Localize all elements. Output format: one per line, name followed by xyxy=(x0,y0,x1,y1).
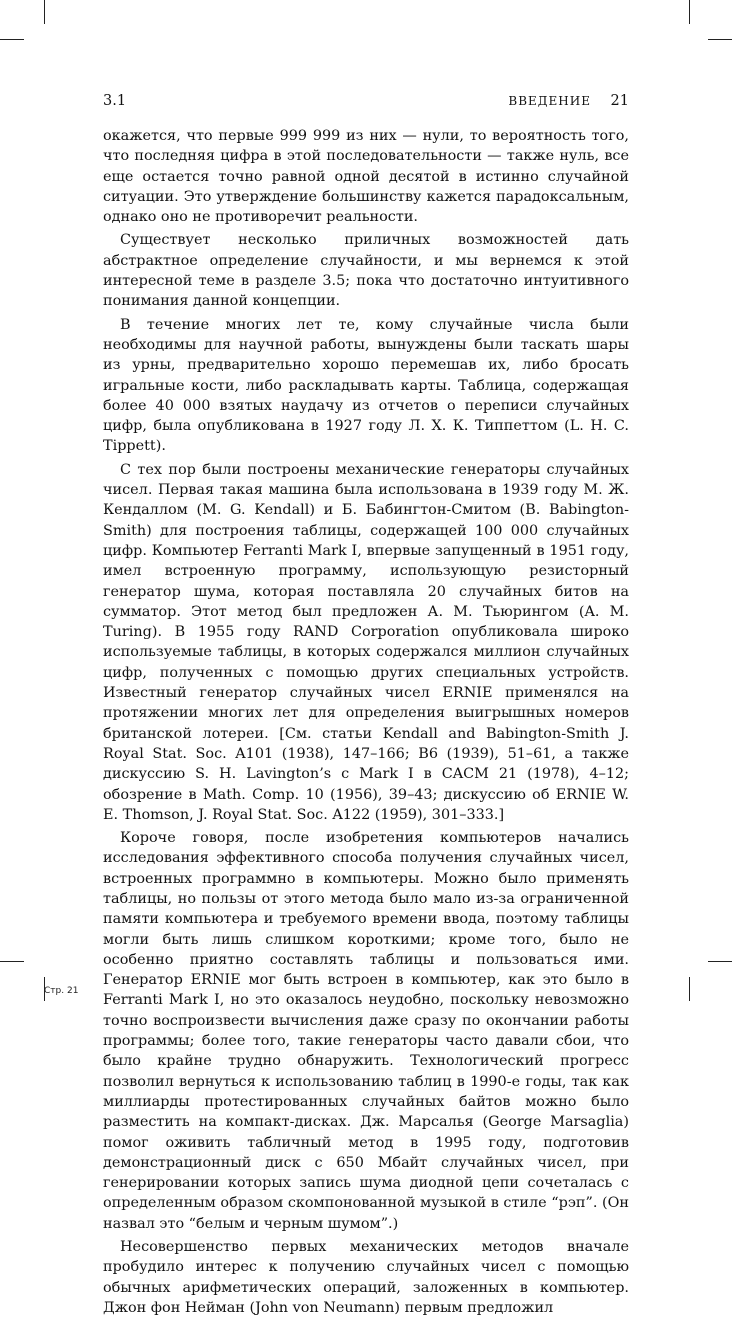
paragraph: Короче говоря, после изобретения компьютеров начались исследования эффективного способа получения случайных чисел, встроенных программно в компьютеры. Можно было применять таблицы, но пользы от этого метода было мало из-за ограниченной памяти компьютера и требуемого времени ввода, поэтому таблицы могли быть лишь слишком короткими; кроме того, было не особенно приятно составлять таблицы и пользоваться ими. Генератор ERNIE мог быть встроен в компьютер, как это было в Ferranti Mark I, но это оказалось неудобно, поскольку невозможно точно воспроизвести вычисления даже сразу по окончании работы программы; более того, такие генераторы часто давали сбои, что было крайне трудно обнаружить. Технологический прогресс позволил вернуться к использованию таблиц в 1990-е годы, так как миллиарды протестированных случайных байтов можно было разместить на компакт-дисках. Дж. Марсалья (George Marsaglia) помог оживить табличный метод в 1995 году, подготовив демонстрационный диск с 650 Мбайт случайных чисел, при генерировании которых запись шума диодной цепи сочеталась с определенным образом скомпонованной музыкой в стиле “рэп”. (Он назвал это “белым и черным шумом”.) xyxy=(103,830,629,1232)
page-number: 21 xyxy=(610,93,629,109)
crop-mark xyxy=(708,39,732,40)
section-number: 3.1 xyxy=(103,93,127,109)
paragraph: Существует несколько приличных возможностей дать абстрактное определение случайности, и мы вернемся к этой интересной теме в разделе 3.5; пока что достаточно интуитивного понимания данной концепции. xyxy=(103,232,629,310)
running-title: ВВЕДЕНИЕ xyxy=(508,94,591,108)
page-header xyxy=(103,93,629,115)
paragraph: окажется, что первые 999 999 из них — нули, то вероятность того, что последняя цифра в этой последовательности — также нуль, все еще остается точно равной одной десятой в истинно случайной ситуации. Это утверждение большинству кажется парадоксальным, однако оно не противоречит реальности. xyxy=(103,128,629,226)
crop-mark xyxy=(708,961,732,962)
crop-mark xyxy=(689,977,690,1001)
paragraph: Несовершенство первых механических методов вначале пробудило интерес к получению случайных чисел с помощью обычных арифметических операций, заложенных в компьютер. Джон фон Нейман (John von Neumann) первым предложил xyxy=(103,1239,629,1316)
crop-mark xyxy=(689,0,690,24)
body-text xyxy=(103,126,629,1321)
paragraph: В течение многих лет те, кому случайные числа были необходимы для научной работы, вынуждены были таскать шары из урны, предварительно хорошо перемешав их, либо бросать игральные кости, либо раскладывать карты. Таблица, содержащая более 40 000 взятых наудачу из отчетов о переписи случайных цифр, была опубликована в 1927 году Л. Х. К. Типпеттом (L. H. C. Tippett). xyxy=(103,316,629,455)
crop-mark xyxy=(44,0,45,24)
crop-mark xyxy=(0,961,24,962)
crop-mark xyxy=(0,39,24,40)
paragraph: С тех пор были построены механические генераторы случайных чисел. Первая такая машина была использована в 1939 году М. Ж. Кендаллом (M. G. Kendall) и Б. Бабингтон-Смитом (B. Babington-Smith) для построения таблицы, содержащей 100 000 случайных цифр. Компьютер Ferranti Mark I, впервые запущенный в 1951 году, имел встроенную программу, использующую резисторный генератор шума, которая поставляла 20 случайных битов на сумматор. Этот метод был предложен А. М. Тьюрингом (A. M. Turing). В 1955 году RAND Corporation опубликовала широко используемые таблицы, в которых содержался миллион случайных цифр, полученных с помощью других специальных устройств. Известный генератор случайных чисел ERNIE применялся на протяжении многих лет для определения выигрышных номеров британской лотереи. [См. статьи Kendall and Babington-Smith J. Royal Stat. Soc. A101 (1938), 147–166; B6 (1939), 51–61, а также дискуссию S. H. Lavington’s с Mark I в CACM 21 (1978), 4–12; обозрение в Math. Comp. 10 (1956), 39–43; дискуссию об ERNIE W. E. Thomson, J. Royal Stat. Soc. A122 (1959), 301–333.] xyxy=(103,461,629,823)
footer-page-label: Стр. 21 xyxy=(44,986,79,996)
